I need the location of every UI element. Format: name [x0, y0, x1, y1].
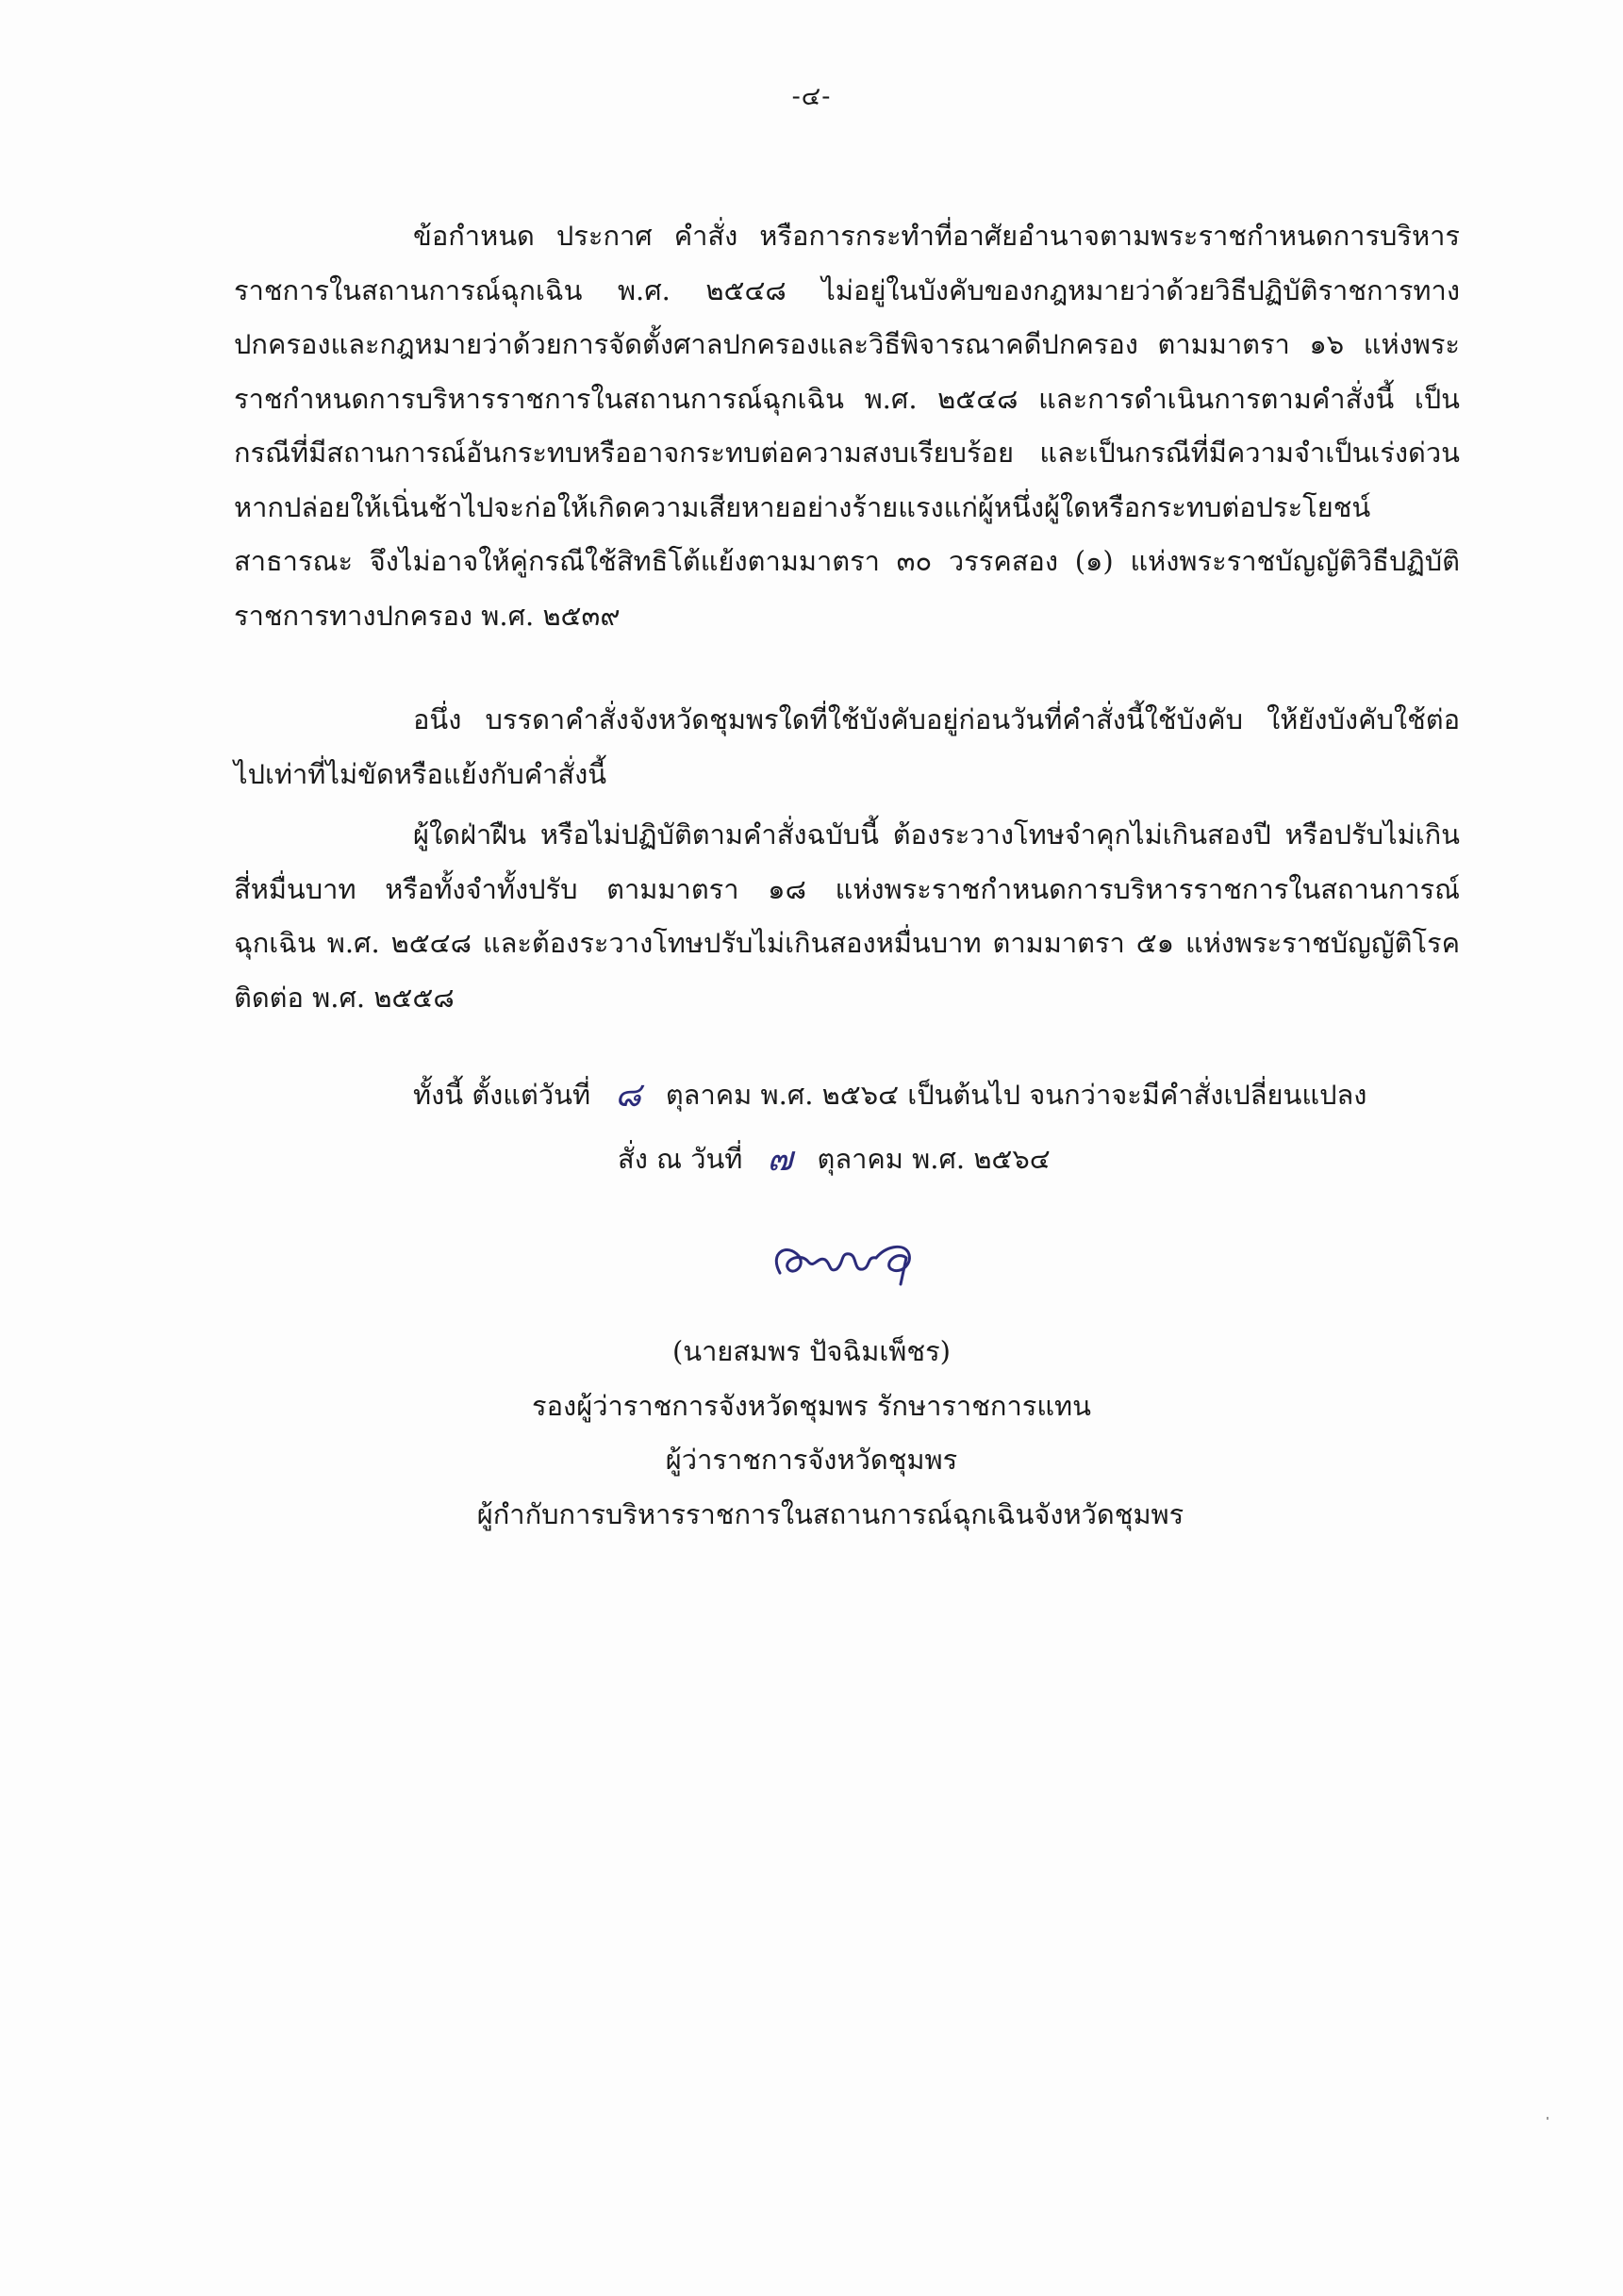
effective-date-suffix: ตุลาคม พ.ศ. ๒๕๖๔ เป็นต้นไป จนกว่าจะมีคำสั่งเปลี่ยนแปลง — [665, 1079, 1367, 1111]
paragraph-prior-orders — [234, 693, 1460, 801]
scan-speck — [1547, 2117, 1548, 2120]
signatory-name: (นายสมพร ปัจฉิมเพ็ชร) — [671, 1335, 951, 1367]
signatory-position-line1: รองผู้ว่าราชการจังหวัดชุมพร รักษาราชการแทน — [532, 1389, 1091, 1422]
signatory-position-line3: ผู้กำกับการบริหารราชการในสถานการณ์ฉุกเฉินจังหวัดชุมพร — [476, 1497, 1184, 1530]
handwritten-signature — [759, 1214, 929, 1299]
order-date-suffix: ตุลาคม พ.ศ. ๒๕๖๔ — [817, 1143, 1051, 1175]
order-day-handwritten: ๗ — [767, 1140, 793, 1179]
signatory-position-line2: ผู้ว่าราชการจังหวัดชุมพร — [665, 1444, 958, 1476]
paragraph-penalties — [234, 808, 1460, 1025]
order-date-line — [618, 1131, 1051, 1185]
paragraph-text: ผู้ใดฝ่าฝืน หรือไม่ปฏิบัติตามคำสั่งฉบับนี้ ต้องระวางโทษจำคุกไม่เกินสองปี หรือปรับไม่เกินสี่หมื่นบาท หรือทั้งจำทั้งปรับ ตามมาตรา ๑๘ แห่งพระราชกำหนดการบริหารราชการในสถานการณ์ฉุกเฉิน พ.ศ. ๒๕๔๘ และต้องระวางโทษปรับไม่เกินสองหมื่นบาท ตามมาตรา ๕๑ แห่งพระราชบัญญัติโรคติดต่อ พ.ศ. ๒๕๕๘ — [234, 818, 1460, 1014]
paragraph-text: อนึ่ง บรรดาคำสั่งจังหวัดชุมพรใดที่ใช้บังคับอยู่ก่อนวันที่คำสั่งนี้ใช้บังคับ ให้ยังบังคับใช้ต่อไปเท่าที่ไม่ขัดหรือแย้งกับคำสั่งนี้ — [234, 703, 1460, 790]
effective-day-handwritten: ๘ — [615, 1076, 641, 1115]
paragraph-text: ข้อกำหนด ประกาศ คำสั่ง หรือการกระทำที่อาศัยอำนาจตามพระราชกำหนดการบริหารราชการในสถานการณ์ฉุกเฉิน พ.ศ. ๒๕๔๘ ไม่อยู่ในบังคับของกฎหมายว่าด้วยวิธีปฏิบัติราชการทางปกครองและกฎหมายว่าด้วยการจัดตั้งศาลปกครองและวิธีพิจารณาคดีปกครอง ตามมาตรา ๑๖ แห่งพระราชกำหนดการบริหารราชการในสถานการณ์ฉุกเฉิน พ.ศ. ๒๕๔๘ และการดำเนินการตามคำสั่งนี้ เป็นกรณีที่มีสถานการณ์อันกระทบหรืออาจกระทบต่อความสงบเรียบร้อย และเป็นกรณีที่มีความจำเป็นเร่งด่วน หากปล่อยให้เนิ่นช้าไปจะก่อให้เกิดความเสียหายอย่างร้ายแรงแก่ผู้หนึ่งผู้ใดหรือกระทบต่อประโยชน์สาธารณะ จึงไม่อาจให้คู่กรณีใช้สิทธิโต้แย้งตามมาตรา ๓๐ วรรคสอง (๑) แห่งพระราชบัญญัติวิธีปฏิบัติราชการทางปกครอง พ.ศ. ๒๕๓๙ — [234, 220, 1460, 632]
page-number: -๔- — [791, 82, 832, 111]
effective-date-prefix: ทั้งนี้ ตั้งแต่วันที่ — [413, 1079, 591, 1111]
signatory-block — [0, 1325, 1623, 1542]
paragraph-legal-exemption — [234, 209, 1460, 643]
effective-date-line — [413, 1067, 1366, 1121]
order-date-prefix: สั่ง ณ วันที่ — [618, 1143, 743, 1175]
